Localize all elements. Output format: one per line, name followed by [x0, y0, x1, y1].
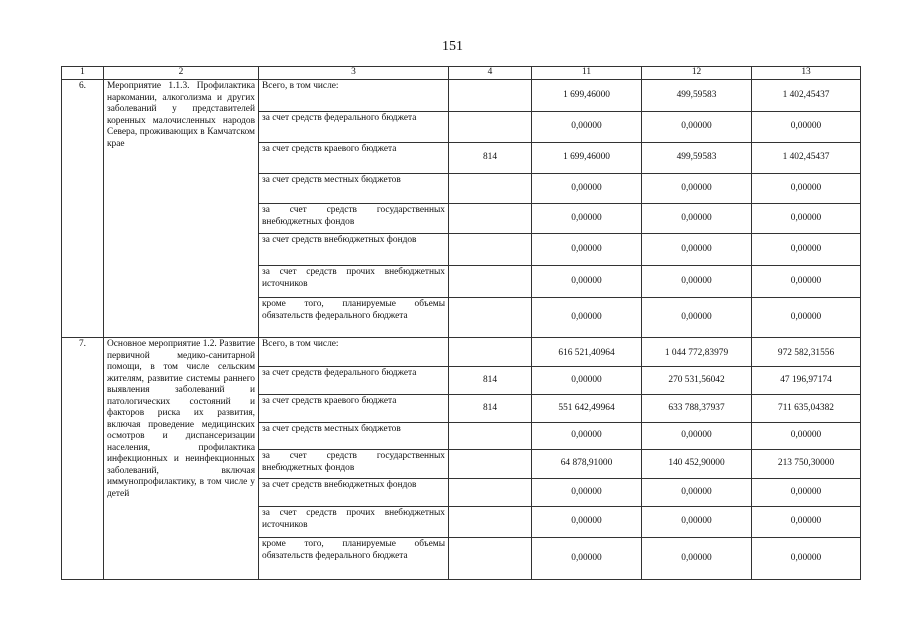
funding-source: за счет средств федерального бюджета — [259, 112, 449, 143]
value-col12: 0,00000 — [642, 507, 752, 538]
value-col12: 0,00000 — [642, 538, 752, 580]
value-col12: 1 044 772,83979 — [642, 338, 752, 367]
value-col13: 0,00000 — [752, 298, 861, 338]
value-col13: 213 750,30000 — [752, 450, 861, 479]
value-col12: 0,00000 — [642, 298, 752, 338]
value-col11: 1 699,46000 — [532, 143, 642, 174]
value-col12: 140 452,90000 — [642, 450, 752, 479]
activity-name: Основное мероприятие 1.2. Развитие первичной медико-санитарной помощи, в том числе сельским жителям, развитие системы раннего выявления заболеваний и патологических состояний и факторов риска их развития, включая проведение медицинских осмотров и диспансеризации населения, профилактика инфекционных и неинфекционных заболеваний, включая иммунопрофилактику, в том числе у детей — [104, 338, 259, 580]
value-col11: 551 642,49964 — [532, 395, 642, 423]
header-cell-col13: 13 — [752, 67, 861, 80]
value-col11: 0,00000 — [532, 234, 642, 266]
budget-code — [449, 338, 532, 367]
header-cell-col2: 2 — [104, 67, 259, 80]
value-col11: 0,00000 — [532, 538, 642, 580]
budget-code — [449, 266, 532, 298]
value-col13: 0,00000 — [752, 174, 861, 204]
budget-code — [449, 507, 532, 538]
value-col12: 270 531,56042 — [642, 367, 752, 395]
value-col13: 1 402,45437 — [752, 80, 861, 112]
value-col13: 972 582,31556 — [752, 338, 861, 367]
value-col11: 1 699,46000 — [532, 80, 642, 112]
budget-code — [449, 80, 532, 112]
value-col12: 499,59583 — [642, 143, 752, 174]
value-col11: 0,00000 — [532, 367, 642, 395]
budget-code — [449, 112, 532, 143]
value-col13: 0,00000 — [752, 538, 861, 580]
value-col12: 499,59583 — [642, 80, 752, 112]
budget-code — [449, 174, 532, 204]
value-col12: 0,00000 — [642, 234, 752, 266]
funding-source: за счет средств прочих внебюджетных источников — [259, 266, 449, 298]
header-cell-col12: 12 — [642, 67, 752, 80]
value-col11: 64 878,91000 — [532, 450, 642, 479]
activity-name: Мероприятие 1.1.3. Профилактика наркомании, алкоголизма и других заболеваний у представителей коренных малочисленных народов Севера, проживающих в Камчатском крае — [104, 80, 259, 338]
budget-code — [449, 234, 532, 266]
value-col12: 0,00000 — [642, 174, 752, 204]
funding-source: за счет средств местных бюджетов — [259, 174, 449, 204]
budget-table — [61, 66, 861, 580]
funding-source: кроме того, планируемые объемы обязательств федерального бюджета — [259, 538, 449, 580]
value-col13: 0,00000 — [752, 479, 861, 507]
funding-source: за счет средств внебюджетных фондов — [259, 479, 449, 507]
header-cell-col1: 1 — [62, 67, 104, 80]
funding-source: за счет средств краевого бюджета — [259, 395, 449, 423]
value-col11: 0,00000 — [532, 507, 642, 538]
value-col12: 0,00000 — [642, 423, 752, 450]
funding-source: за счет средств краевого бюджета — [259, 143, 449, 174]
value-col12: 0,00000 — [642, 266, 752, 298]
header-cell-col4: 4 — [449, 67, 532, 80]
funding-source: за счет средств государственных внебюджетных фондов — [259, 450, 449, 479]
value-col13: 0,00000 — [752, 266, 861, 298]
value-col12: 0,00000 — [642, 479, 752, 507]
funding-source: за счет средств государственных внебюджетных фондов — [259, 204, 449, 234]
value-col11: 0,00000 — [532, 479, 642, 507]
value-col11: 0,00000 — [532, 174, 642, 204]
header-cell-col3: 3 — [259, 67, 449, 80]
budget-code — [449, 450, 532, 479]
table-body — [62, 67, 861, 580]
value-col12: 633 788,37937 — [642, 395, 752, 423]
value-col13: 0,00000 — [752, 204, 861, 234]
header-cell-col11: 11 — [532, 67, 642, 80]
budget-code — [449, 479, 532, 507]
table-row — [62, 338, 861, 367]
value-col13: 711 635,04382 — [752, 395, 861, 423]
value-col13: 0,00000 — [752, 423, 861, 450]
funding-source: Всего, в том числе: — [259, 80, 449, 112]
budget-code — [449, 204, 532, 234]
budget-code: 814 — [449, 395, 532, 423]
budget-code: 814 — [449, 367, 532, 395]
budget-code: 814 — [449, 143, 532, 174]
value-col13: 47 196,97174 — [752, 367, 861, 395]
funding-source: кроме того, планируемые объемы обязательств федерального бюджета — [259, 298, 449, 338]
funding-source: Всего, в том числе: — [259, 338, 449, 367]
value-col12: 0,00000 — [642, 204, 752, 234]
item-number: 6. — [62, 80, 104, 338]
value-col11: 0,00000 — [532, 298, 642, 338]
item-number: 7. — [62, 338, 104, 580]
value-col13: 0,00000 — [752, 112, 861, 143]
budget-code — [449, 538, 532, 580]
page-number: 151 — [442, 39, 463, 54]
budget-code — [449, 423, 532, 450]
value-col11: 0,00000 — [532, 204, 642, 234]
value-col13: 0,00000 — [752, 507, 861, 538]
funding-source: за счет средств внебюджетных фондов — [259, 234, 449, 266]
table-row — [62, 80, 861, 112]
value-col11: 616 521,40964 — [532, 338, 642, 367]
funding-source: за счет средств федерального бюджета — [259, 367, 449, 395]
value-col11: 0,00000 — [532, 423, 642, 450]
value-col11: 0,00000 — [532, 266, 642, 298]
header-row — [62, 67, 861, 80]
budget-code — [449, 298, 532, 338]
value-col13: 0,00000 — [752, 234, 861, 266]
value-col11: 0,00000 — [532, 112, 642, 143]
funding-source: за счет средств прочих внебюджетных источников — [259, 507, 449, 538]
value-col13: 1 402,45437 — [752, 143, 861, 174]
funding-source: за счет средств местных бюджетов — [259, 423, 449, 450]
value-col12: 0,00000 — [642, 112, 752, 143]
